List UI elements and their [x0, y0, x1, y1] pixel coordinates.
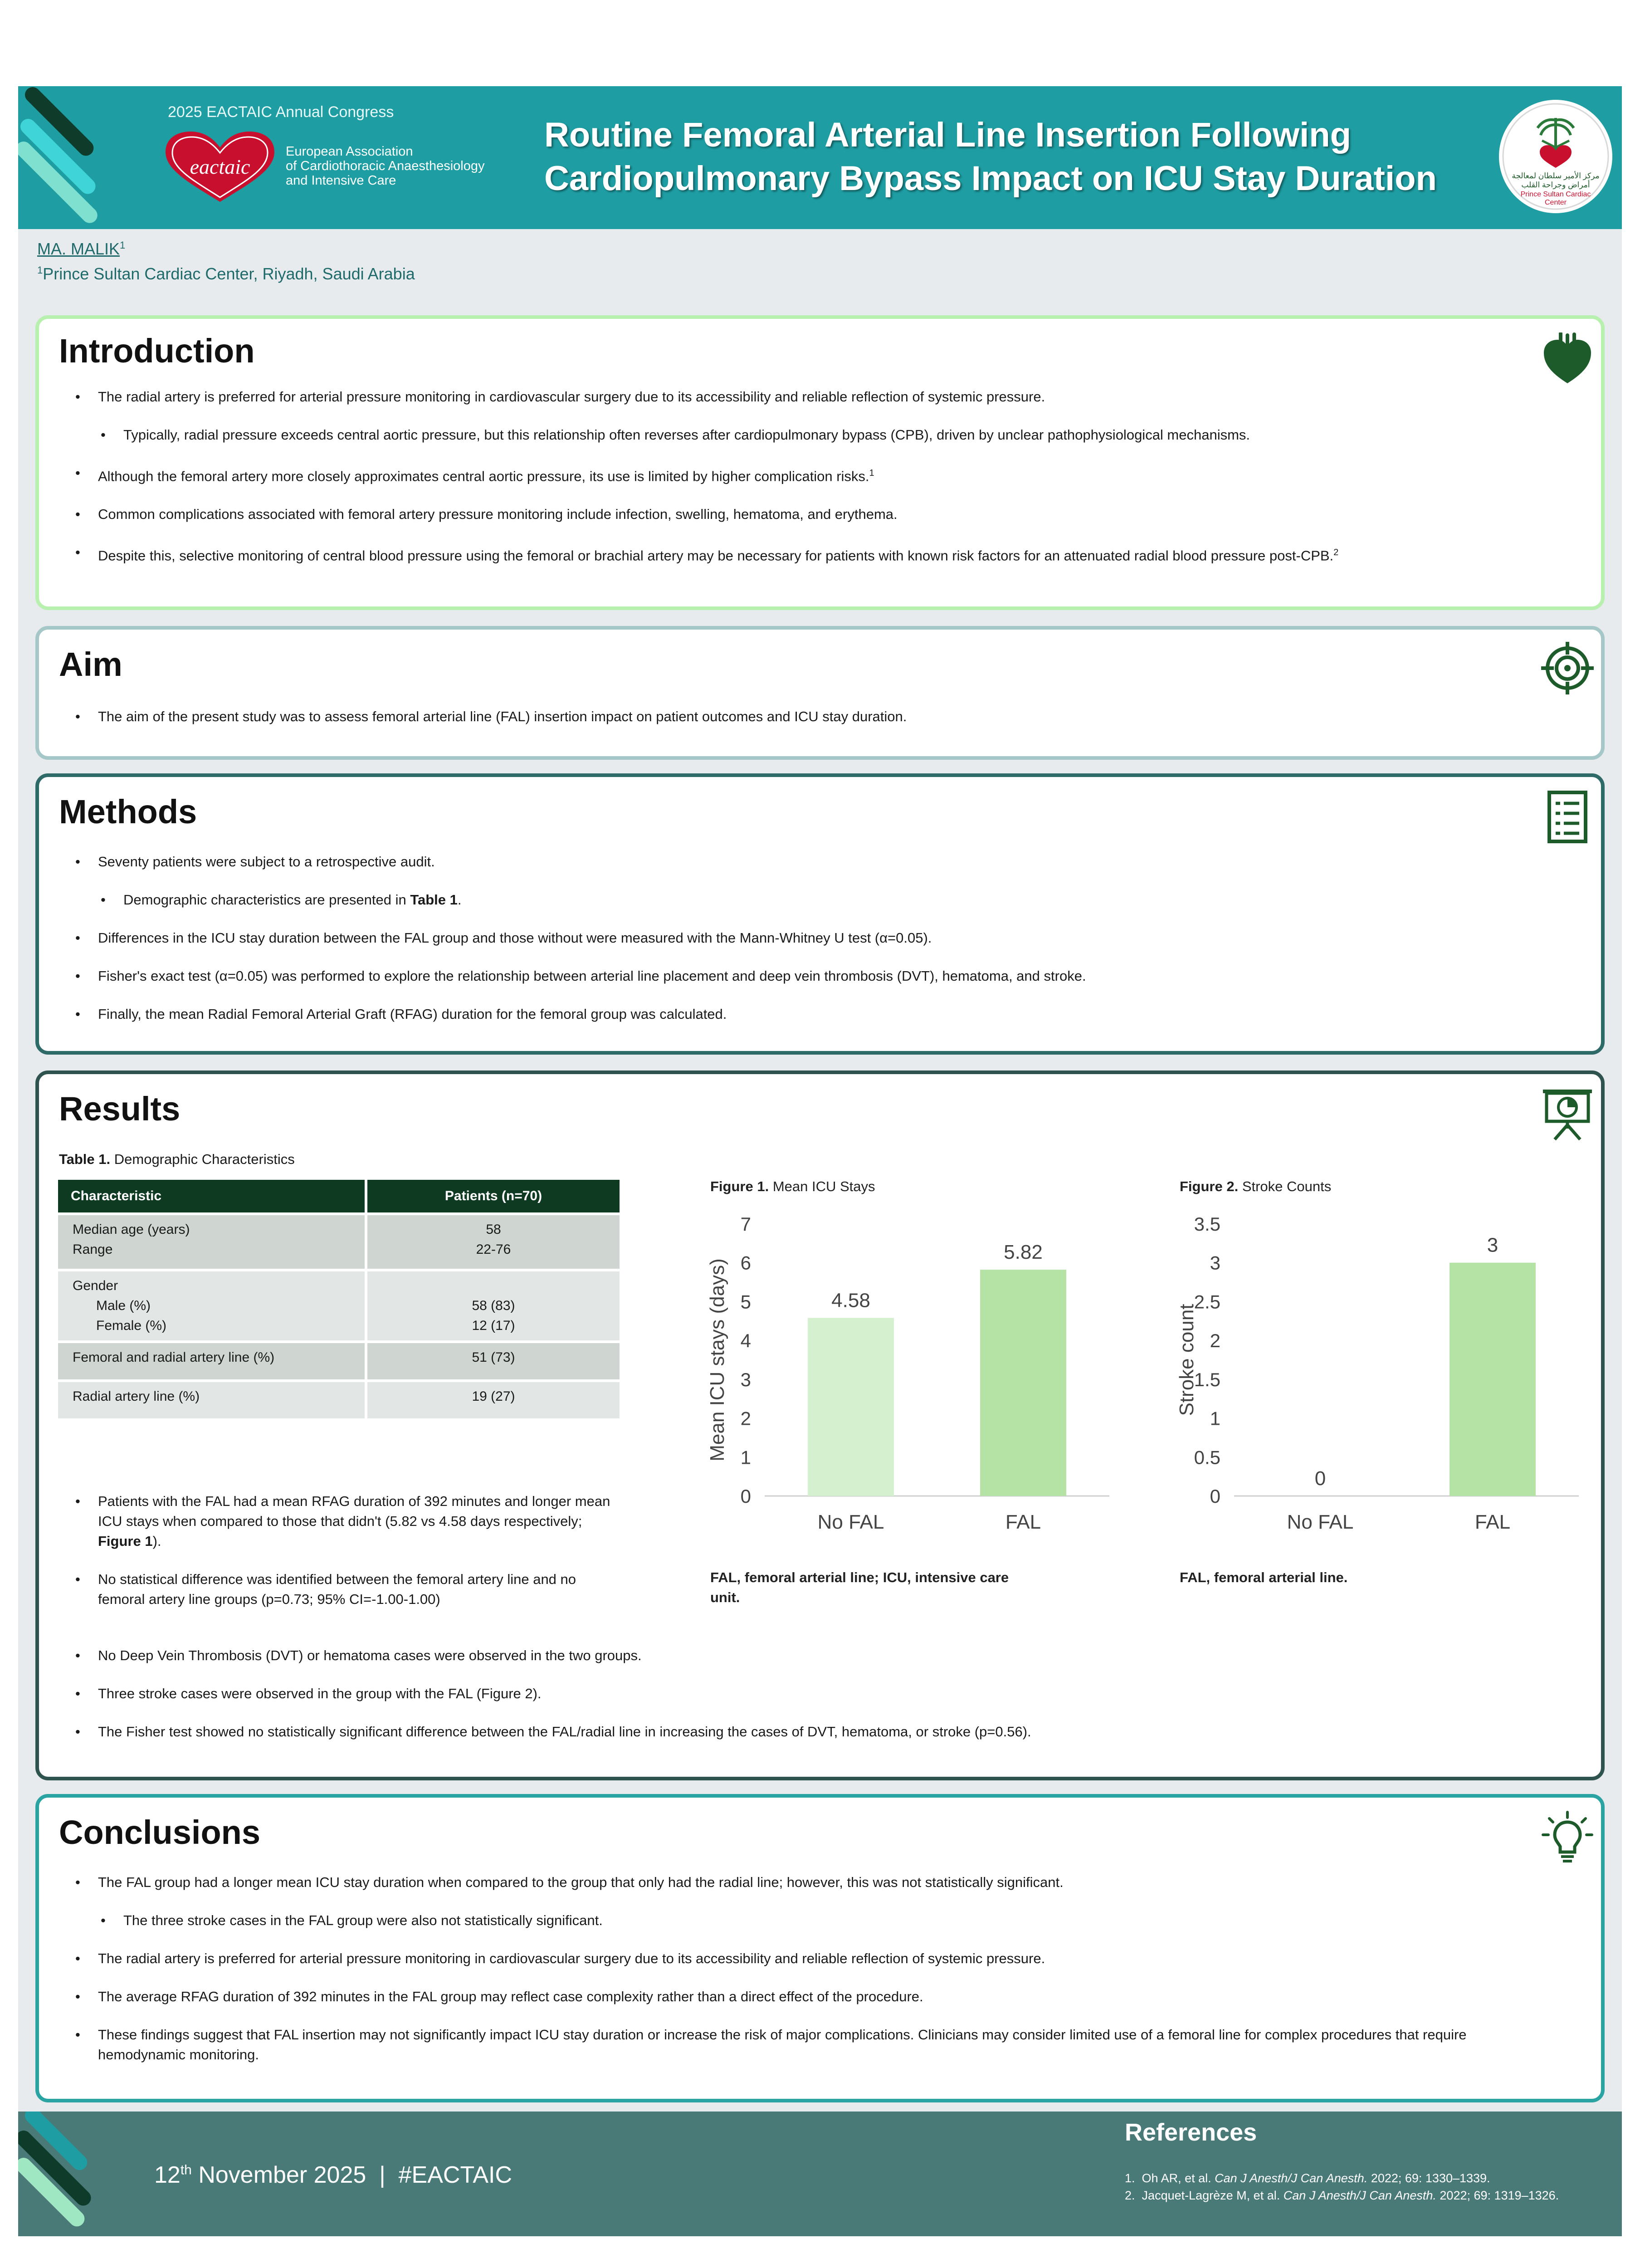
target-icon	[1540, 641, 1595, 695]
list-item: • No statistical difference was identified between the femoral artery line and no femoral artery line groups (p=0.73; 95% CI=-1.00-1.00)	[75, 1569, 620, 1609]
introduction-list	[75, 387, 1545, 584]
bar	[1450, 1263, 1536, 1496]
list-item: • Common complications associated with femoral artery pressure monitoring include infection, swelling, hematoma, and erythema.	[75, 504, 1545, 524]
introduction-heading: Introduction	[59, 332, 255, 370]
introduction-section	[35, 315, 1605, 610]
table-cell: Median age (years) Range	[58, 1215, 365, 1269]
checklist-icon	[1540, 790, 1595, 844]
references-heading: References	[1125, 2119, 1257, 2146]
list-item: • The aim of the present study was to assess femoral arterial line (FAL) insertion impact on patient outcomes and ICU stay duration.	[75, 707, 1545, 727]
y-tick-label: 7	[740, 1213, 751, 1235]
results-list	[75, 1646, 1545, 1760]
methods-section	[35, 773, 1605, 1055]
y-tick-label: 2.5	[1194, 1291, 1220, 1313]
figure2-note: FAL, femoral arterial line.	[1180, 1569, 1348, 1585]
conclusions-section	[35, 1794, 1605, 2102]
list-item: • Fisher's exact test (α=0.05) was performed to explore the relationship between arterial line placement and deep vein thrombosis (DVT), hematoma, and stroke.	[75, 966, 1545, 986]
poster-title: Routine Femoral Arterial Line Insertion Following Cardiopulmonary Bypass Impact on ICU Stay Duration	[544, 116, 1437, 198]
list-item: • The radial artery is preferred for arterial pressure monitoring in cardiovascular surgery due to its accessibility and reliable reflection of systemic pressure.	[75, 387, 1545, 407]
table-header-cell: Characteristic	[58, 1180, 365, 1212]
poster-header	[18, 86, 1622, 229]
list-item: • No Deep Vein Thrombosis (DVT) or hematoma cases were observed in the two groups.	[75, 1646, 1545, 1666]
table-cell: 51 (73)	[367, 1343, 620, 1379]
y-tick-label: 3.5	[1194, 1213, 1220, 1235]
eactaic-logo-text: eactaic	[190, 155, 250, 178]
y-tick-label: 2	[740, 1408, 751, 1429]
y-tick-label: 1.5	[1194, 1369, 1220, 1390]
list-item: • Differences in the ICU stay duration between the FAL group and those without were measured with the Mann-Whitney U test (α=0.05).	[75, 928, 1545, 948]
y-tick-label: 4	[740, 1330, 751, 1352]
presentation-icon	[1540, 1087, 1595, 1141]
results-section	[35, 1070, 1605, 1780]
x-tick-label: No FAL	[817, 1511, 884, 1533]
y-tick-label: 0.5	[1194, 1447, 1220, 1468]
x-tick-label: FAL	[1005, 1511, 1041, 1533]
psc-logo-arabic: مركز الأمير سلطان لمعالجة أمراض وجراحة القلب	[1512, 171, 1600, 189]
poster-footer	[18, 2112, 1622, 2236]
eactaic-logo	[163, 129, 277, 204]
list-item: • Despite this, selective monitoring of central blood pressure using the femoral or brachial artery may be necessary for patients with known risk factors for an attenuated radial blood pressure post-CPB.$^2$	[75, 543, 1545, 566]
list-item: • Seventy patients were subject to a retrospective audit.	[75, 852, 1545, 872]
author-line: MA. MALIK$^1$	[37, 240, 126, 258]
table-row	[58, 1271, 620, 1340]
table-row	[58, 1343, 620, 1379]
list-item: • Typically, radial pressure exceeds central aortic pressure, but this relationship often reverses after cardiopulmonary bypass (CPB), driven by unclear pathophysiological mechanisms.	[101, 425, 1545, 445]
methods-list	[75, 852, 1545, 1042]
conclusions-heading: Conclusions	[59, 1813, 261, 1851]
y-axis-label: Stroke count	[1176, 1304, 1198, 1416]
demographics-table	[55, 1177, 622, 1421]
list-item: • Demographic characteristics are presented in Table 1.	[101, 890, 1545, 910]
bar	[808, 1318, 894, 1496]
y-tick-label: 3	[740, 1369, 751, 1390]
icu-stay-chart	[706, 1206, 1123, 1550]
list-item: • The three stroke cases in the FAL group were also not statistically significant.	[101, 1911, 1545, 1931]
data-label: 5.82	[1004, 1241, 1043, 1264]
list-item: • The Fisher test showed no statistically significant difference between the FAL/radial line in increasing the cases of DVT, hematoma, or stroke (p=0.56).	[75, 1722, 1545, 1742]
y-axis-label: Mean ICU stays (days)	[706, 1258, 728, 1461]
event-date: 12th November 2025 | #EACTAIC	[154, 2162, 512, 2188]
data-label: 0	[1314, 1467, 1326, 1490]
aim-section	[35, 626, 1605, 760]
figure2-caption: Figure 2. Stroke Counts	[1180, 1178, 1332, 1194]
list-item: • These findings suggest that FAL insertion may not significantly impact ICU stay duration or increase the risk of major complications. Clinicians may consider limited use of a femoral line for complex procedures that require hemodynamic monitoring.	[75, 2025, 1545, 2065]
heart-icon	[1540, 332, 1595, 387]
table-row	[58, 1382, 620, 1418]
reference-item: 2. Jacquet-Lagrèze M, et al. Can J Anesth/J Can Anesth. 2022; 69: 1319–1326.	[1125, 2189, 1559, 2202]
figure1-caption: Figure 1. Mean ICU Stays	[710, 1178, 875, 1194]
table-row	[58, 1215, 620, 1269]
y-tick-label: 3	[1210, 1252, 1220, 1274]
x-tick-label: No FAL	[1287, 1511, 1354, 1533]
psc-logo	[1499, 100, 1612, 213]
association-name: European Association of Cardiothoracic Anaesthesiology and Intensive Care	[286, 144, 485, 188]
bar	[980, 1270, 1066, 1496]
list-item: • Although the femoral artery more closely approximates central aortic pressure, its use is limited by higher complication risks.$^1$	[75, 463, 1545, 486]
table-cell: 19 (27)	[367, 1382, 620, 1418]
table-cell: 58 (83) 12 (17)	[367, 1271, 620, 1340]
list-item: • Three stroke cases were observed in the group with the FAL (Figure 2).	[75, 1684, 1545, 1704]
author-name[interactable]: MA. MALIK	[37, 240, 120, 258]
figure1-note: FAL, femoral arterial line; ICU, intensive care unit.	[710, 1569, 1009, 1605]
stroke-count-chart	[1175, 1206, 1592, 1550]
y-tick-label: 0	[740, 1486, 751, 1507]
table-caption: Table 1. Demographic Characteristics	[59, 1151, 295, 1167]
results-list-left	[75, 1491, 620, 1628]
list-item: • The average RFAG duration of 392 minutes in the FAL group may reflect case complexity rather than a direct effect of the procedure.	[75, 1987, 1545, 2007]
table-header-row	[58, 1180, 620, 1212]
results-heading: Results	[59, 1090, 181, 1128]
data-label: 3	[1487, 1234, 1498, 1256]
data-label: 4.58	[831, 1289, 870, 1312]
conclusions-list	[75, 1872, 1545, 2083]
table-cell: Radial artery line (%)	[58, 1382, 365, 1418]
table-cell: Femoral and radial artery line (%)	[58, 1343, 365, 1379]
congress-name: 2025 EACTAIC Annual Congress	[168, 103, 394, 121]
list-item: • Patients with the FAL had a mean RFAG duration of 392 minutes and longer mean ICU stays when compared to those that didn't (5.82 vs 4.58 days respectively; Figure 1).	[75, 1491, 620, 1551]
lightbulb-icon	[1540, 1810, 1595, 1865]
table-cell: Gender Male (%) Female (%)	[58, 1271, 365, 1340]
table-cell: 58 22-76	[367, 1215, 620, 1269]
references-list	[1125, 2170, 1587, 2204]
list-item: • The FAL group had a longer mean ICU stay duration when compared to the group that only had the radial line; however, this was not statistically significant.	[75, 1872, 1545, 1892]
y-tick-label: 5	[740, 1291, 751, 1313]
affiliation: $^1$Prince Sultan Cardiac Center, Riyadh, Saudi Arabia	[37, 264, 415, 283]
list-item: • The radial artery is preferred for arterial pressure monitoring in cardiovascular surgery due to its accessibility and reliable reflection of systemic pressure.	[75, 1949, 1545, 1969]
reference-item: 1. Oh AR, et al. Can J Anesth/J Can Anesth. 2022; 69: 1330–1339.	[1125, 2171, 1490, 2185]
y-tick-label: 0	[1210, 1486, 1220, 1507]
x-tick-label: FAL	[1474, 1511, 1511, 1533]
y-tick-label: 2	[1210, 1330, 1220, 1352]
list-item: • Finally, the mean Radial Femoral Arterial Graft (RFAG) duration for the femoral group was calculated.	[75, 1004, 1545, 1024]
methods-heading: Methods	[59, 793, 197, 831]
y-tick-label: 6	[740, 1252, 751, 1274]
aim-heading: Aim	[59, 645, 122, 683]
y-tick-label: 1	[740, 1447, 751, 1468]
table-header-cell: Patients (n=70)	[367, 1180, 620, 1212]
aim-list	[75, 707, 1545, 745]
psc-logo-english: Prince Sultan Cardiac Center	[1520, 191, 1591, 206]
y-tick-label: 1	[1210, 1408, 1220, 1429]
